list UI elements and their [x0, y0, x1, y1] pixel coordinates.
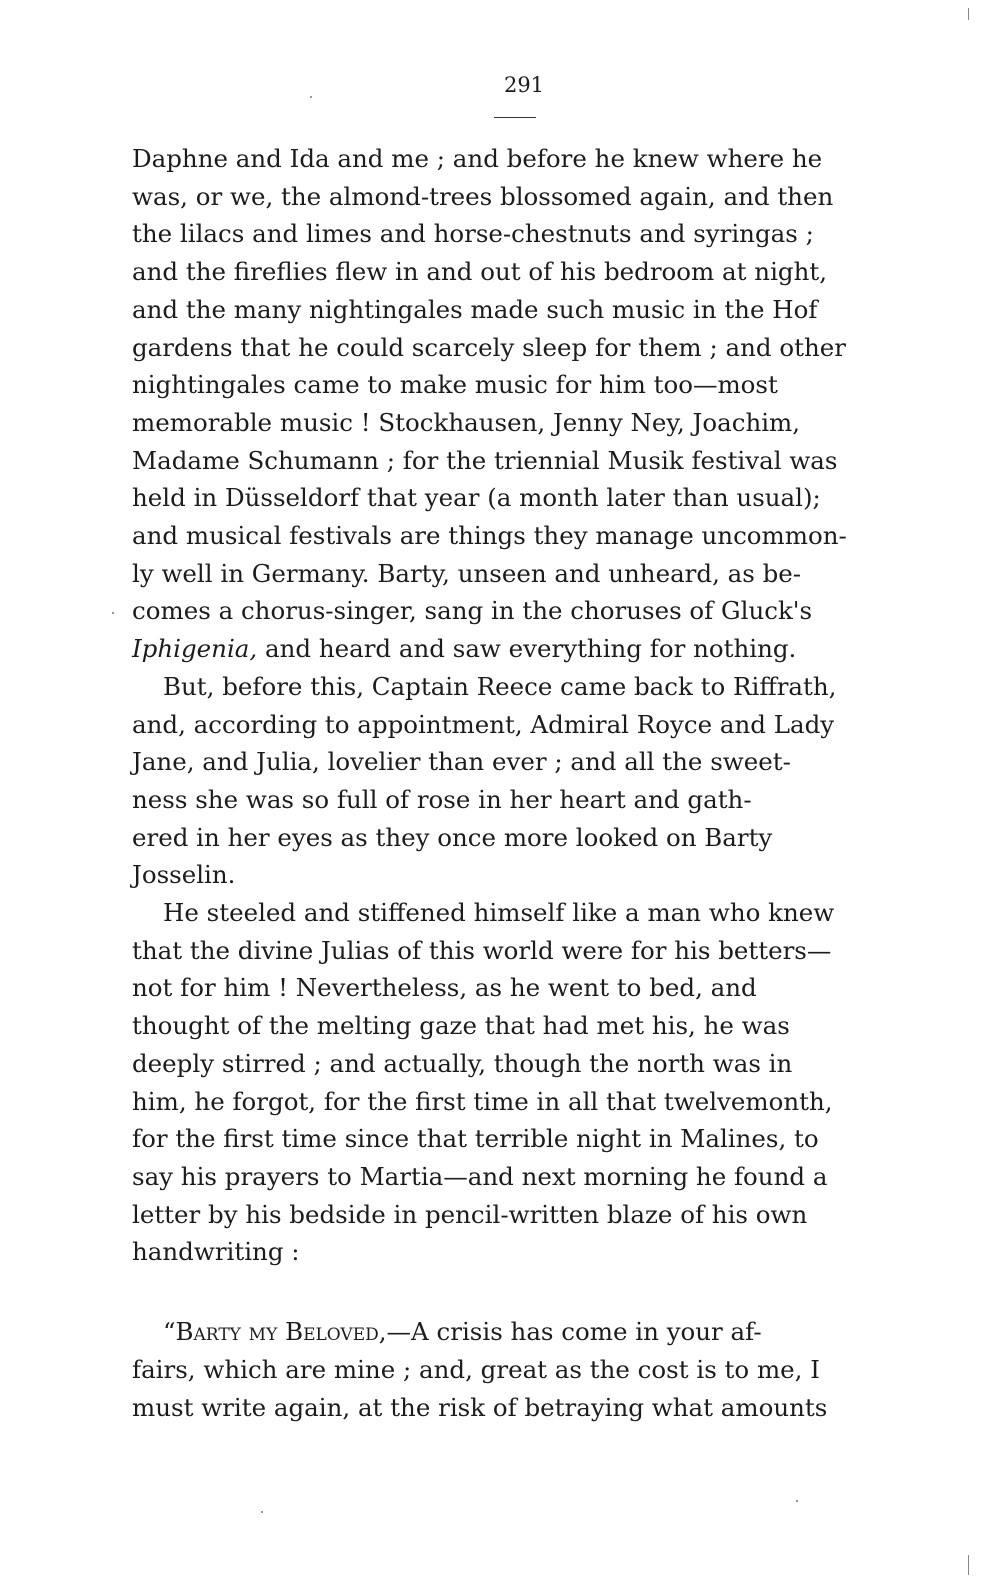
- text-line: that the divine Julias of this world were for his betters—: [132, 935, 832, 965]
- scan-speck: [796, 1500, 798, 1502]
- text-line: ness she was so full of rose in her heart and gath-: [132, 784, 752, 814]
- page-body: [132, 140, 912, 1426]
- text-line: [163, 1317, 762, 1346]
- text-line: Josselin.: [132, 860, 236, 890]
- text-line: and the many nightingales made such music in the Hof: [132, 294, 818, 324]
- text-line: the lilacs and limes and horse-chestnuts and syringas ;: [132, 219, 814, 249]
- text-line: fairs, which are mine ; and, great as the cost is to me, I: [132, 1354, 820, 1384]
- text-fragment: and heard and saw everything for nothing.: [257, 634, 797, 664]
- text-line: was, or we, the almond-trees blossomed again, and then: [132, 181, 834, 211]
- text-line: must write again, at the risk of betraying what amounts: [132, 1392, 828, 1422]
- section-gap: [132, 1271, 912, 1313]
- scan-speck: [310, 96, 312, 98]
- text-fragment: —A crisis has come in your af-: [386, 1317, 762, 1347]
- text-line: gardens that he could scarcely sleep for them ; and other: [132, 332, 846, 362]
- text-line: Jane, and Julia, lovelier than ever ; and all the sweet-: [132, 747, 791, 777]
- text-line: him, he forgot, for the first time in all that twelvemonth,: [132, 1086, 833, 1116]
- paragraph-letter: [132, 1313, 912, 1426]
- text-line: comes a chorus-singer, sang in the choruses of Gluck's: [132, 596, 813, 626]
- text-line: [132, 634, 796, 663]
- paragraph-festival: [132, 140, 912, 668]
- header-rule: [494, 117, 536, 118]
- text-line: memorable music ! Stockhausen, Jenny Ney, Joachim,: [132, 407, 801, 437]
- scan-speck: [261, 1511, 263, 1513]
- scan-speck: [112, 612, 114, 614]
- text-line: and musical festivals are things they manage uncommon-: [132, 521, 847, 551]
- scan-edge-mark: [968, 1555, 969, 1575]
- text-line: ered in her eyes as they once more looked on Barty: [132, 822, 773, 852]
- text-line: ly well in Germany. Barty, unseen and unheard, as be-: [132, 558, 802, 588]
- text-line: Daphne and Ida and me ; and before he knew where he: [132, 144, 823, 173]
- text-line: thought of the melting gaze that had met his, he was: [132, 1011, 790, 1041]
- text-line: Madame Schumann ; for the triennial Musik festival was: [132, 445, 838, 475]
- text-line: and, according to appointment, Admiral Royce and Lady: [132, 709, 835, 739]
- text-line: letter by his bedside in pencil-written blaze of his own: [132, 1199, 808, 1229]
- text-line: not for him ! Nevertheless, as he went to bed, and: [132, 973, 757, 1003]
- text-line: say his prayers to Martia—and next morning he found a: [132, 1161, 828, 1191]
- scan-edge-mark: [968, 8, 969, 20]
- paragraph-reece: [132, 668, 912, 894]
- text-line: nightingales came to make music for him too—most: [132, 370, 778, 400]
- page-number: 291: [503, 73, 545, 97]
- text-line: But, before this, Captain Reece came back to Riffrath,: [163, 671, 837, 701]
- text-line: He steeled and stiffened himself like a man who knew: [163, 898, 835, 928]
- text-line: deeply stirred ; and actually, though the north was in: [132, 1048, 793, 1078]
- text-line: and the fireflies flew in and out of his bedroom at night,: [132, 257, 828, 287]
- paragraph-steeled: [132, 894, 912, 1271]
- letter-salutation: Barty my Beloved,: [175, 1317, 387, 1347]
- text-line: handwriting :: [132, 1237, 300, 1267]
- text-line: for the first time since that terrible night in Malines, to: [132, 1124, 819, 1154]
- text-line: held in Düsseldorf that year (a month later than usual);: [132, 483, 821, 513]
- italic-title: Iphigenia,: [132, 634, 258, 664]
- open-quote: “: [163, 1317, 176, 1347]
